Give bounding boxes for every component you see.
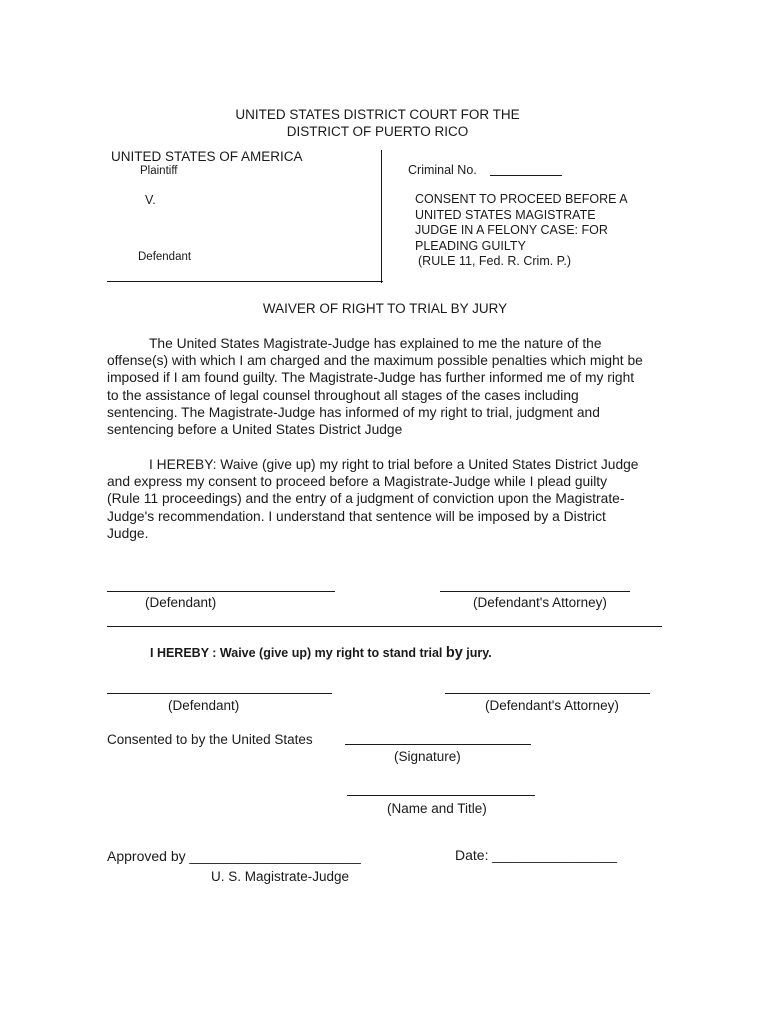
paragraph-line: Judge's recommendation. I understand that sentence will be imposed by a District	[107, 508, 606, 524]
attorney-signature-line[interactable]	[440, 591, 630, 592]
paragraph-line: and express my consent to proceed before a Magistrate-Judge while I plead guilty	[107, 474, 608, 490]
consent-title	[415, 192, 628, 270]
paragraph-line: The United States Magistrate-Judge has explained to me the nature of the	[149, 336, 602, 351]
name-title-line[interactable]	[347, 795, 535, 796]
criminal-no-blank	[490, 175, 562, 176]
jury-waiver-by: by	[445, 645, 463, 661]
versus-label: V.	[145, 193, 156, 207]
defendant-signature-line[interactable]	[107, 591, 335, 592]
magistrate-judge-label: U. S. Magistrate-Judge	[211, 869, 350, 884]
consent-title-line: JUDGE IN A FELONY CASE: FOR	[415, 223, 608, 237]
plaintiff-label: Plaintiff	[140, 165, 178, 177]
paragraph-line: I HEREBY: Waive (give up) my right to trial before a United States District Judge	[149, 457, 639, 472]
us-signature-label: (Signature)	[394, 749, 461, 764]
paragraph-line: sentencing before a United States District Judge	[107, 422, 403, 438]
criminal-no-label: Criminal No.	[408, 163, 477, 177]
defendant-label: Defendant	[138, 251, 192, 263]
paragraph-line: Judge.	[107, 525, 149, 541]
paragraph-line: to the assistance of legal counsel throughout all stages of the cases including	[107, 387, 579, 403]
court-header-line2: DISTRICT OF PUERTO RICO	[286, 124, 469, 139]
defendant-jury-signature-label: (Defendant)	[168, 698, 240, 713]
attorney-jury-signature-label: (Defendant's Attorney)	[485, 698, 619, 713]
court-header-line1: UNITED STATES DISTRICT COURT FOR THE	[235, 107, 520, 122]
name-title-label: (Name and Title)	[387, 801, 487, 816]
consent-title-line: (RULE 11, Fed. R. Crim. P.)	[418, 254, 572, 268]
paragraph-line: (Rule 11 proceedings) and the entry of a judgment of conviction upon the Magistrate-	[107, 491, 625, 507]
defendant-jury-signature-line[interactable]	[107, 693, 332, 694]
paragraph-line: sentencing. The Magistrate-Judge has informed of my right to trial, judgment and	[107, 404, 600, 420]
us-consent-label: Consented to by the United States	[107, 732, 313, 747]
waiver-title: WAIVER OF RIGHT TO TRIAL BY JURY	[262, 301, 508, 316]
attorney-jury-signature-line[interactable]	[445, 693, 650, 694]
approved-by-field[interactable]: Approved by ______________________	[107, 848, 361, 864]
paragraph-explanation	[107, 335, 667, 438]
caption-vertical-rule	[381, 150, 382, 283]
consent-title-line: UNITED STATES MAGISTRATE	[415, 207, 596, 222]
paragraph-line: offense(s) with which I am charged and the maximum possible penalties which might be	[107, 353, 643, 369]
attorney-signature-label: (Defendant's Attorney)	[473, 595, 607, 610]
court-header	[0, 106, 755, 140]
jury-waiver-text: I HEREBY : Waive (give up) my right to stand trial	[150, 646, 443, 660]
plaintiff-name: UNITED STATES OF AMERICA	[111, 149, 303, 164]
paragraph-consent	[107, 456, 667, 542]
section-divider	[107, 626, 662, 627]
consent-title-line: PLEADING GUILTY	[415, 238, 526, 253]
date-field[interactable]: Date: ________________	[455, 847, 617, 863]
jury-waiver-statement	[150, 645, 492, 661]
jury-waiver-jury: jury.	[466, 646, 492, 660]
consent-title-line: CONSENT TO PROCEED BEFORE A	[415, 192, 628, 206]
paragraph-line: imposed if I am found guilty. The Magistrate-Judge has further informed me of my right	[107, 370, 635, 386]
us-signature-line[interactable]	[345, 744, 531, 745]
defendant-signature-label: (Defendant)	[145, 595, 217, 610]
caption-horizontal-rule	[107, 281, 383, 282]
